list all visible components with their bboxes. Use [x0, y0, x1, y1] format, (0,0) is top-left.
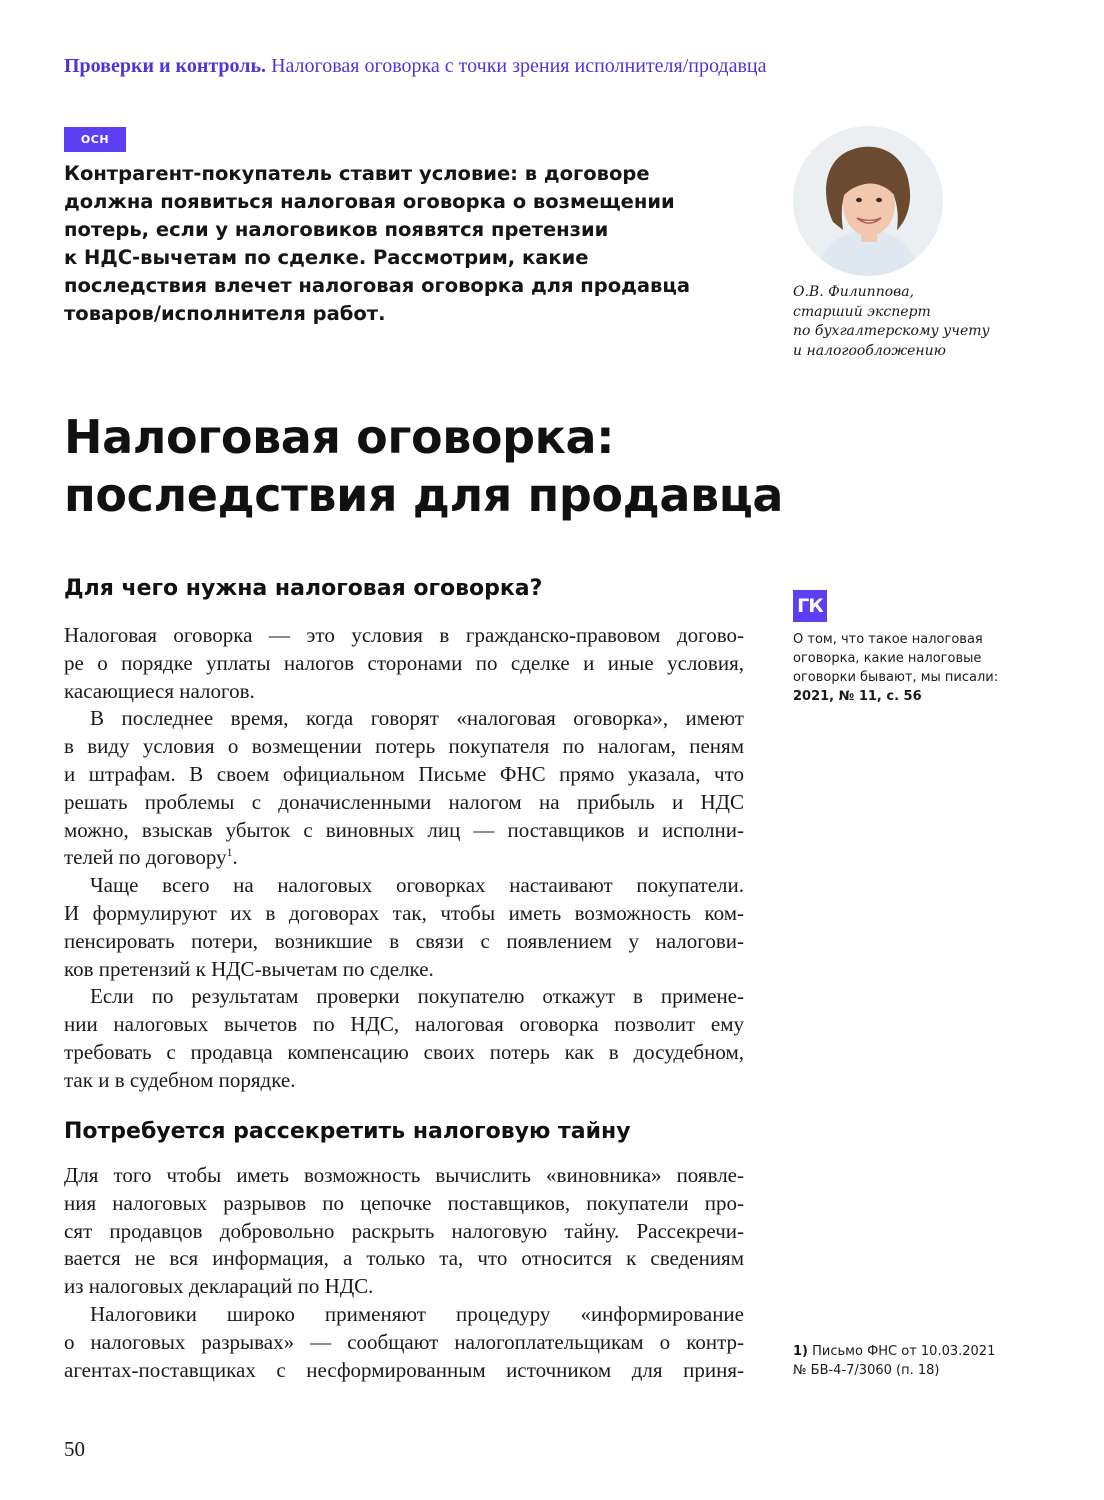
text-line: агентах-поставщиках с несформированным источником для приня-	[64, 1357, 744, 1382]
article-title	[64, 408, 783, 524]
text-line: ния налоговых разрывов по цепочке поставщиков, покупатели про-	[64, 1190, 744, 1215]
text-line: пенсировать потери, возникшие в связи с появлением у налогови-	[64, 928, 744, 953]
text-line: решать проблемы с доначисленными налогом на прибыль и НДС	[64, 789, 744, 814]
section-heading: Для чего нужна налоговая оговорка?	[64, 576, 543, 601]
text-line: сят продавцов добровольно раскрыть налоговую тайну. Рассекречи-	[64, 1218, 744, 1243]
lead-line: последствия влечет налоговая оговорка для продавца	[64, 274, 690, 297]
text-line: так и в судебном порядке.	[64, 1067, 296, 1092]
author-role: старший эксперт	[793, 303, 931, 320]
sidebar-note	[793, 630, 998, 706]
lead-line: потерь, если у налоговиков появятся претензии	[64, 218, 609, 241]
section-body	[64, 622, 744, 1095]
text-line: Налоговики широко применяют процедуру «информирование	[90, 1301, 744, 1326]
text-line: Чаще всего на налоговых оговорках настаивают покупатели.	[90, 873, 744, 898]
author-name: О.В. Филиппова,	[793, 284, 915, 300]
lead-line: Контрагент-покупатель ставит условие: в договоре	[64, 162, 650, 185]
author-info	[793, 283, 990, 361]
text-line: Налоговая оговорка — это условия в гражданско-правовом догово-	[64, 623, 744, 647]
lead-paragraph	[64, 160, 724, 328]
text-line: требовать с продавца компенсацию своих потерь как в досудебном,	[64, 1039, 744, 1064]
note-line: оговорка, какие налоговые	[793, 651, 982, 666]
text-line: и штрафам. В своем официальном Письме ФНС прямо указала, что	[64, 761, 744, 786]
lead-line: к НДС-вычетам по сделке. Рассмотрим, какие	[64, 246, 589, 269]
text-line: ков претензий к НДС-вычетам по сделке.	[64, 956, 434, 981]
section-body	[64, 1162, 744, 1384]
text-line: И формулируют их в договорах так, чтобы иметь возможность ком-	[64, 900, 744, 925]
text-line: ре о порядке уплаты налогов сторонами по сделке и иные условия,	[64, 650, 744, 675]
author-role: по бухгалтерскому учету	[793, 323, 990, 339]
gk-logo-icon: ГК	[793, 590, 827, 622]
text-line: В последнее время, когда говорят «налоговая оговорка», имеют	[90, 706, 744, 731]
header-section: Проверки и контроль.	[64, 55, 267, 77]
header-subtitle: Налоговая оговорка с точки зрения исполнителя/продавца	[271, 55, 767, 77]
lead-line: должна появиться налоговая оговорка о возмещении	[64, 190, 675, 213]
footnote-number: 1)	[793, 1344, 808, 1359]
footnote-line: № БВ-4-7/3060 (п. 18)	[793, 1363, 940, 1378]
title-line: Налоговая оговорка:	[64, 410, 615, 464]
footnote-marker: 1	[226, 845, 233, 860]
author-portrait-icon	[793, 126, 943, 276]
text-line: Если по результатам проверки покупателю откажут в примене-	[90, 984, 744, 1009]
text-line: в виду условия о возмещении потерь покупателя по налогам, пеням	[64, 734, 744, 759]
text-line: касающиеся налогов.	[64, 678, 255, 703]
text-line: телей по договору$^1$.	[64, 845, 238, 870]
text-line: Для того чтобы иметь возможность вычислить «виновника» появле-	[64, 1163, 744, 1187]
note-line: оговорки бывают, мы писали:	[793, 670, 999, 685]
section-heading: Потребуется рассекретить налоговую тайну	[64, 1119, 631, 1144]
note-reference-link[interactable]: 2021, № 11, с. 56	[793, 689, 922, 704]
text-line: о налоговых разрывах» — сообщают налогоплательщикам о контр-	[64, 1329, 744, 1354]
text-line: можно, взыскав убыток с виновных лиц — поставщиков и исполни-	[64, 817, 744, 842]
text-line: вается не вся информация, а только та, что относится к сведениям	[64, 1246, 744, 1271]
note-line: О том, что такое налоговая	[793, 632, 983, 647]
tax-regime-badge: ОСН	[64, 127, 126, 152]
author-role: и налогообложению	[793, 342, 946, 359]
footnote	[793, 1342, 995, 1380]
footnote-line	[793, 1342, 995, 1361]
text-fragment: телей по договору	[64, 845, 227, 870]
text-line: из налоговых деклараций по НДС.	[64, 1274, 374, 1299]
running-header	[64, 55, 766, 78]
footnote-text: Письмо ФНС от 10.03.2021	[812, 1344, 996, 1359]
title-line: последствия для продавца	[64, 468, 784, 522]
text-line: нии налоговых вычетов по НДС, налоговая оговорка позволит ему	[64, 1012, 744, 1037]
lead-line: товаров/исполнителя работ.	[64, 302, 386, 325]
author-photo	[793, 126, 943, 276]
page-number: 50	[64, 1437, 85, 1461]
